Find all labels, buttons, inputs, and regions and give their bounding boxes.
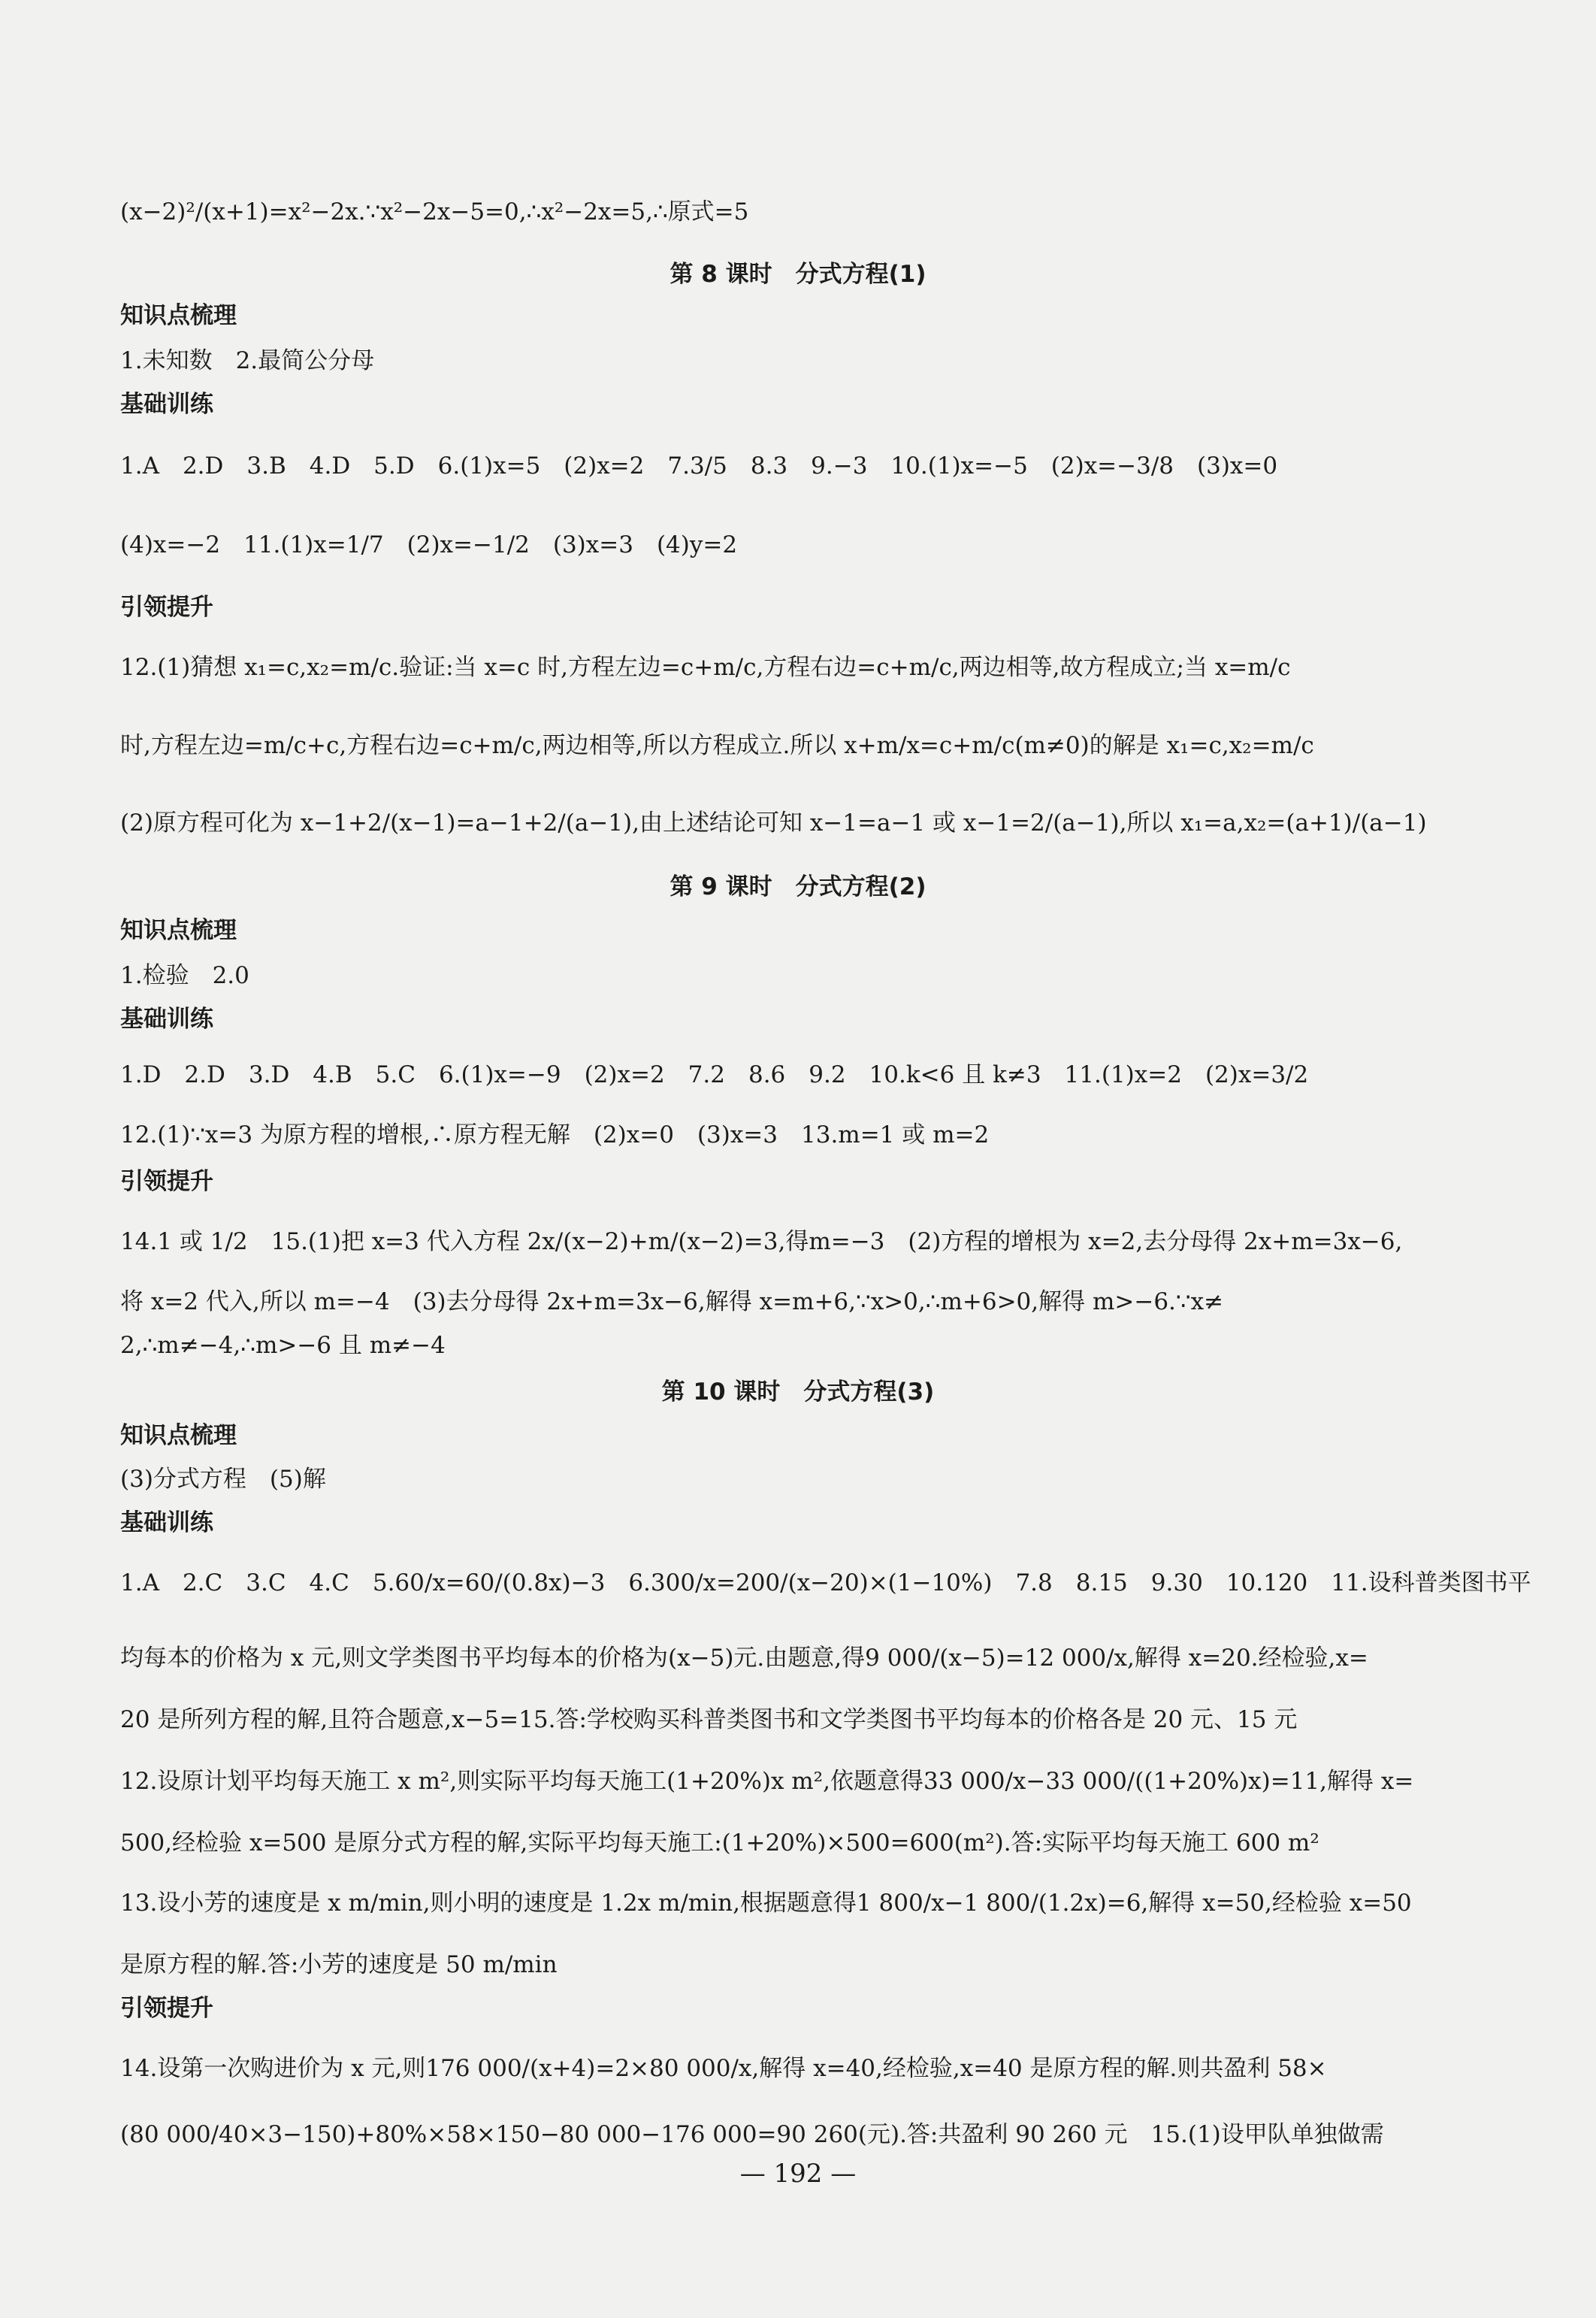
section-label: 基础训练 xyxy=(120,1006,213,1033)
answer-line: 1.A 2.D 3.B 4.D 5.D 6.(1)x=5 (2)x=2 7.3/5 8.3 9.−3 10.(1)x=−5 (2)x=−3/8 (3)x=0 xyxy=(120,452,1278,480)
answer-line: 12.设原计划平均每天施工 x m²,则实际平均每天施工(1+20%)x m²,依题意得33 000/x−33 000/((1+20%)x)=11,解得 x= xyxy=(120,1768,1414,1795)
answer-line: 1.未知数 2.最简公分母 xyxy=(120,347,375,374)
answer-line: (2)原方程可化为 x−1+2/(x−1)=a−1+2/(a−1),由上述结论可知 x−1=a−1 或 x−1=2/(a−1),所以 x₁=a,x₂=(a+1)/(a−1) xyxy=(120,809,1427,837)
answer-line: (x−2)²/(x+1)=x²−2x.∵x²−2x−5=0,∴x²−2x=5,∴原式=5 xyxy=(120,198,749,225)
answer-line: 14.1 或 1/2 15.(1)把 x=3 代入方程 2x/(x−2)+m/(x−2)=3,得m=−3 (2)方程的增根为 x=2,去分母得 2x+m=3x−6, xyxy=(120,1228,1403,1255)
answer-line: 20 是所列方程的解,且符合题意,x−5=15.答:学校购买科普类图书和文学类图书平均每本的价格各是 20 元、15 元 xyxy=(120,1706,1298,1733)
answer-line: 12.(1)∵x=3 为原方程的增根,∴原方程无解 (2)x=0 (3)x=3 13.m=1 或 m=2 xyxy=(120,1121,990,1148)
answer-line: 是原方程的解.答:小芳的速度是 50 m/min xyxy=(120,1951,558,1978)
answer-line: 1.检验 2.0 xyxy=(120,962,249,989)
section-label: 引领提升 xyxy=(120,1995,213,2022)
section-label: 基础训练 xyxy=(120,391,213,418)
answer-line: (80 000/40×3−150)+80%×58×150−80 000−176 000=90 260(元).答:共盈利 90 260 元 15.(1)设甲队单独做需 xyxy=(120,2121,1384,2148)
section-label: 知识点梳理 xyxy=(120,1422,237,1449)
answer-line: (4)x=−2 11.(1)x=1/7 (2)x=−1/2 (3)x=3 (4)y=2 xyxy=(120,531,738,558)
answer-line: 500,经检验 x=500 是原分式方程的解,实际平均每天施工:(1+20%)×500=600(m²).答:实际平均每天施工 600 m² xyxy=(120,1829,1319,1857)
lesson-heading: 第 10 课时 分式方程(3) xyxy=(661,1378,935,1406)
page-number: — 192 — xyxy=(739,2159,857,2189)
answer-line: 1.D 2.D 3.D 4.B 5.C 6.(1)x=−9 (2)x=2 7.2 8.6 9.2 10.k<6 且 k≠3 11.(1)x=2 (2)x=3/2 xyxy=(120,1061,1309,1088)
section-label: 引领提升 xyxy=(120,1168,213,1195)
answer-line: 14.设第一次购进价为 x 元,则176 000/(x+4)=2×80 000/x,解得 x=40,经检验,x=40 是原方程的解.则共盈利 58× xyxy=(120,2055,1327,2082)
answer-line: 时,方程左边=m/c+c,方程右边=c+m/c,两边相等,所以方程成立.所以 x+m/x=c+m/c(m≠0)的解是 x₁=c,x₂=m/c xyxy=(120,732,1314,759)
answer-line: 12.(1)猜想 x₁=c,x₂=m/c.验证:当 x=c 时,方程左边=c+m/c,方程右边=c+m/c,两边相等,故方程成立;当 x=m/c xyxy=(120,654,1291,681)
section-label: 知识点梳理 xyxy=(120,917,237,944)
section-label: 知识点梳理 xyxy=(120,302,237,329)
answer-line: 13.设小芳的速度是 x m/min,则小明的速度是 1.2x m/min,根据题意得1 800/x−1 800/(1.2x)=6,解得 x=50,经检验 x=50 xyxy=(120,1890,1412,1917)
lesson-heading: 第 9 课时 分式方程(2) xyxy=(670,873,926,900)
section-label: 引领提升 xyxy=(120,594,213,621)
answer-line: 2,∴m≠−4,∴m>−6 且 m≠−4 xyxy=(120,1332,446,1359)
lesson-heading: 第 8 课时 分式方程(1) xyxy=(670,261,926,288)
answer-line: 均每本的价格为 x 元,则文学类图书平均每本的价格为(x−5)元.由题意,得9 000/(x−5)=12 000/x,解得 x=20.经检验,x= xyxy=(120,1645,1368,1672)
answer-line: 1.A 2.C 3.C 4.C 5.60/x=60/(0.8x)−3 6.300/x=200/(x−20)×(1−10%) 7.8 8.15 9.30 10.120 11.设科普类图书平 xyxy=(120,1569,1531,1596)
section-label: 基础训练 xyxy=(120,1509,213,1536)
answer-line: (3)分式方程 (5)解 xyxy=(120,1466,326,1493)
answer-line: 将 x=2 代入,所以 m=−4 (3)去分母得 2x+m=3x−6,解得 x=m+6,∵x>0,∴m+6>0,解得 m>−6.∵x≠ xyxy=(120,1288,1224,1315)
